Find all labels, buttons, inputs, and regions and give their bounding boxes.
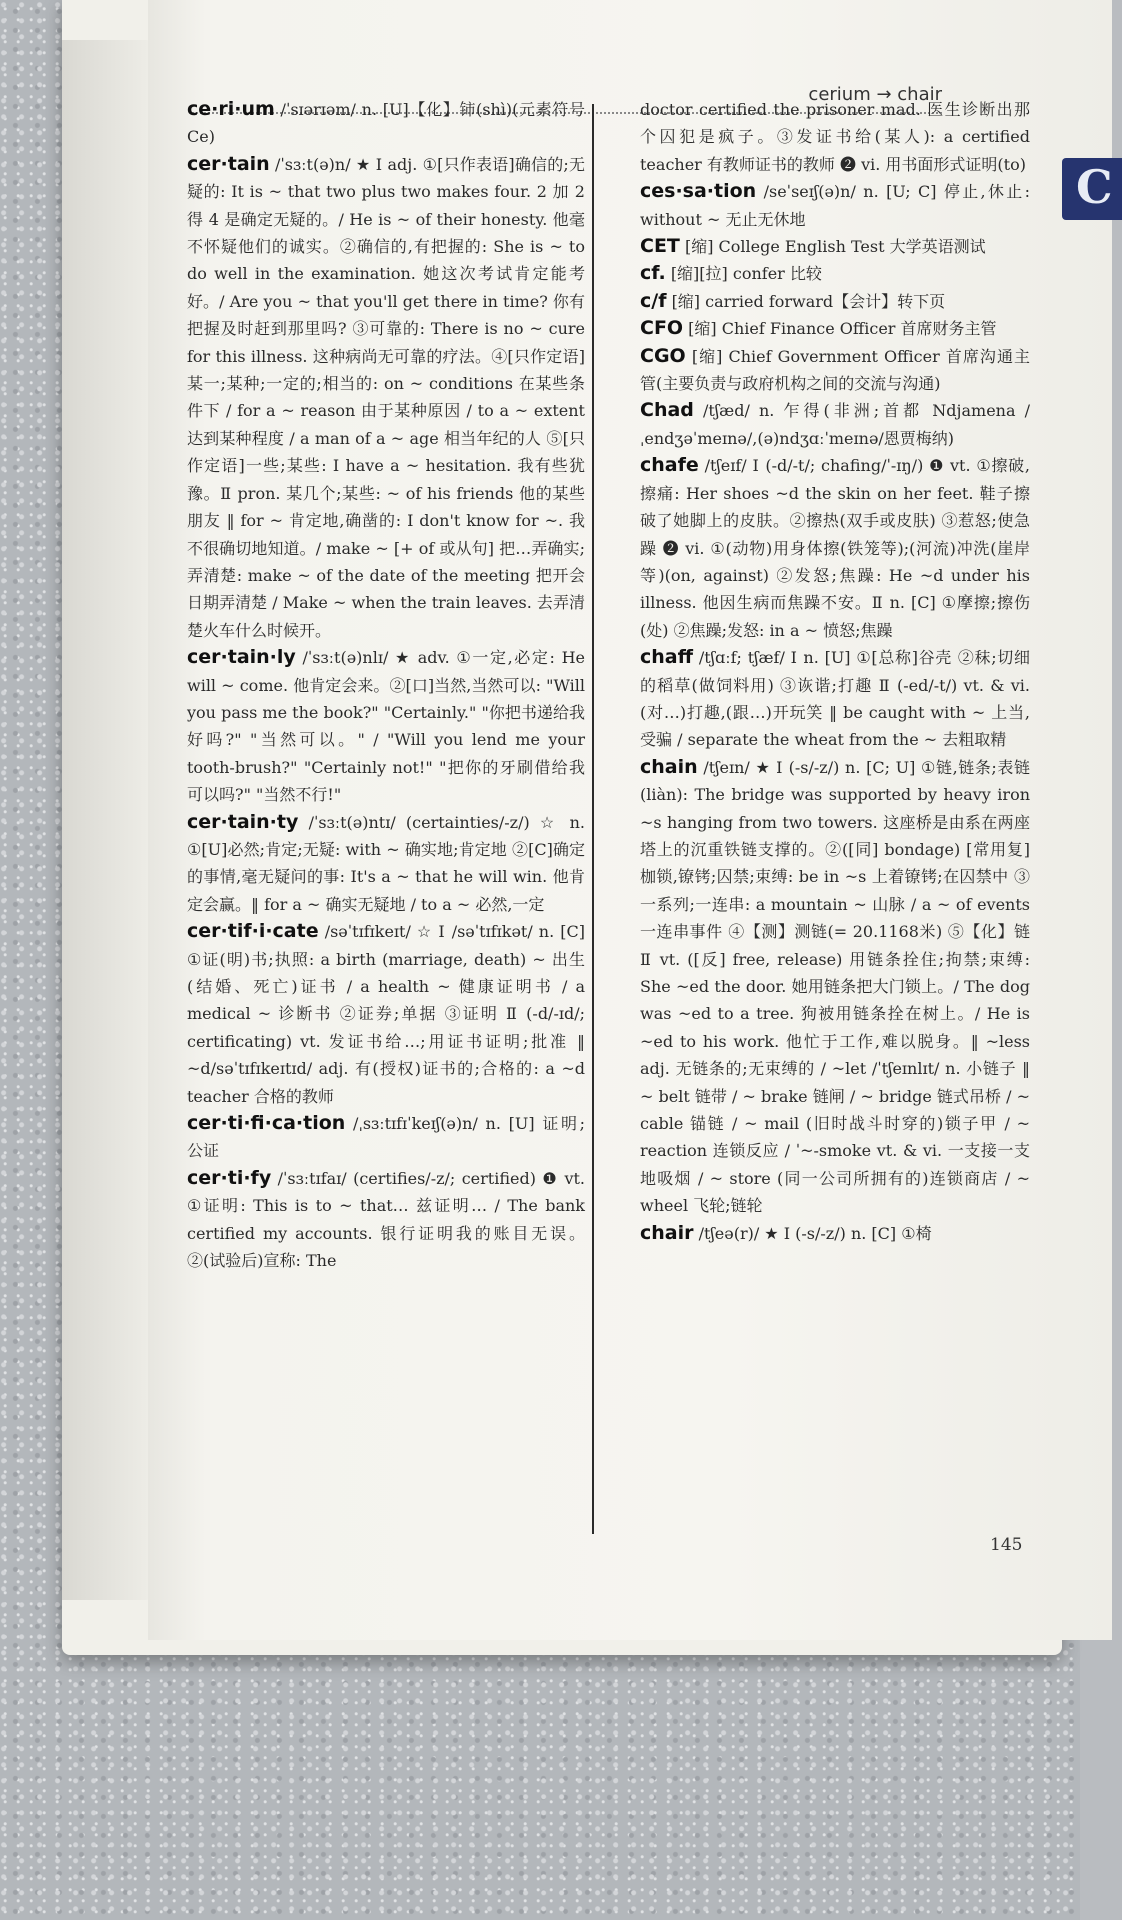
- definition: /tʃæd/ n. 乍得(非洲;首都 Ndjamena /ˌendʒəˈmeɪnə/,(ə)ndʒɑːˈmeɪnə/恩贾梅纳): [640, 401, 1030, 448]
- definition: /tʃeɪn/ ★ Ⅰ (-s/-z/) n. [C; U] ①链,链条;表链(liàn): The bridge was supported by heavy iron ~s hanging from two towers. 这座桥是由系在两座塔上的沉重铁链支撑的。②([同] bondage) [常用复] 枷锁,镣铐;囚禁;束缚: be in ~s 上着镣铐;在囚禁中 ③一系列;一连串: a mountain ~ 山脉 / a ~ of events 一连串事件 ④【测】测链(= 20.1168米) ⑤【化】链 Ⅱ vt. ([反] free, release) 用链条拴住;拘禁;束缚: She ~ed the door. 她用链条把大门锁上。/ The dog was ~ed to a tree. 狗被用链条拴在树上。/ He is ~ed to his work. 他忙于工作,难以脱身。‖ ~less adj. 无链条的;无束缚的 / ~let /ˈtʃeɪnlɪt/ n. 小链子 ‖ ~ belt 链带 / ~ brake 链闸 / ~ bridge 链式吊桥 / ~ cable 锚链 / ~ mail (旧时战斗时穿的)锁子甲 / ~ reaction 连锁反应 / ˈ~-smoke vt. & vi. 一支接一支地吸烟 / ~ store (同一公司所拥有的)连锁商店 / ~ wheel 飞轮;链轮: [640, 757, 1030, 1216]
- definition: /ˌsɜːtɪfɪˈkeɪʃ(ə)n/ n. [U] 证明;公证: [187, 1114, 585, 1161]
- entry: [640, 452, 1030, 644]
- headword: cer·ti·fi·ca·tion: [187, 1112, 346, 1135]
- entry: [187, 644, 585, 808]
- headword: cer·ti·fy: [187, 1166, 272, 1189]
- definition: doctor certified the prisoner mad. 医生诊断出那个囚犯是疯子。③发证书给(某人): a certified teacher 有教师证书的教师 ❷ vi. 用书面形式证明(to): [640, 100, 1030, 174]
- definition: /səˈtɪfɪkeɪt/ ☆ Ⅰ /səˈtɪfɪkət/ n. [C] ①证(明)书;执照: a birth (marriage, death) ~ 出生(结婚、死亡)证书 / a health ~ 健康证明书 / a medical ~ 诊断书 ②证券;单据 ③证明 Ⅱ (-d/-ɪd/; certificating) vt. 发证书给…;用证书证明;批准 ‖ ~d/səˈtɪfɪkeɪtɪd/ adj. 有(授权)证书的;合格的: a ~d teacher 合格的教师: [187, 922, 585, 1106]
- headword: c/f: [640, 289, 667, 312]
- headword: CET: [640, 235, 680, 258]
- headword: cer·tain·ty: [187, 810, 299, 833]
- entry: [187, 1110, 585, 1165]
- definition: [缩] Chief Finance Officer 首席财务主管: [688, 319, 997, 339]
- headword: chair: [640, 1221, 694, 1244]
- entry: [187, 809, 585, 919]
- thumb-index-tab: [1062, 158, 1122, 220]
- headword: chaff: [640, 646, 694, 669]
- definition: /ˈsɜːtɪfaɪ/ (certifies/-z/; certified) ❶ vt. ①证明: This is to ~ that… 兹证明… / The bank certified my accounts. 银行证明我的账目无误。②(试验后)宣称: The: [187, 1168, 586, 1271]
- page-number: 145: [990, 1535, 1023, 1555]
- entry: [187, 918, 585, 1110]
- running-head: cerium → chair: [808, 84, 942, 105]
- headword: ce·ri·um: [187, 98, 275, 120]
- headword: CGO: [640, 344, 686, 367]
- entry: [640, 315, 1030, 342]
- entry: [187, 96, 585, 151]
- headword: chain: [640, 755, 698, 778]
- definition: /ˈsɜːt(ə)ntɪ/ (certainties/-z/) ☆ n. ①[U]必然;肯定;无疑: with ~ 确实地;肯定地 ②[C]确定的事情,毫无疑问的事: It's a ~ that he will win. 他肯定会赢。‖ for a ~ 确实无疑地 / to a ~ 必然,一定: [187, 812, 585, 914]
- definition: /tʃeə(r)/ ★ Ⅰ (-s/-z/) n. [C] ①椅: [698, 1223, 932, 1243]
- definition: /tʃeɪf/ Ⅰ (-d/-t/; chafing/ˈ-ɪŋ/) ❶ vt. ①擦破,擦痛: Her shoes ~d the skin on her feet. 鞋子擦破了她脚上的皮肤。②擦热(双手或皮肤) ③惹怒;使急躁 ❷ vi. ①(动物)用身体擦(铁笼等);(河流)冲洗(崖岸等)(on, against) ②发怒;焦躁: He ~d under his illness. 他因生病而焦躁不安。Ⅱ n. [C] ①摩擦;擦伤(处) ②焦躁;发怒: in a ~ 愤怒;焦躁: [640, 456, 1030, 640]
- headword: cer·tain·ly: [187, 646, 296, 669]
- headword: CFO: [640, 317, 684, 340]
- definition: [缩] Chief Government Officer 首席沟通主管(主要负责与政府机构之间的交流与沟通): [640, 346, 1030, 394]
- definition: /seˈseɪʃ(ə)n/ n. [U; C] 停止,休止: without ~ 无止无休地: [640, 182, 1030, 229]
- headword: ces·sa·tion: [640, 180, 757, 203]
- definition: [缩] College English Test 大学英语测试: [684, 237, 986, 257]
- entry: [640, 343, 1030, 398]
- column-divider: [592, 104, 594, 1534]
- headword: cer·tain: [187, 152, 270, 175]
- entry: [640, 644, 1030, 754]
- headword: Chad: [640, 399, 694, 422]
- dictionary-book: [62, 0, 1113, 1655]
- definition: /ˈsɪərɪəm/ n. [U]【化】铈(shì)(元素符号 Ce): [187, 100, 585, 147]
- headword: cer·tif·i·cate: [187, 920, 319, 943]
- definition: [缩] carried forward【会计】转下页: [671, 291, 946, 311]
- entry: [640, 96, 1030, 178]
- left-page-edge: [62, 40, 152, 1600]
- definition: /tʃɑːf; tʃæf/ Ⅰ n. [U] ①[总称]谷壳 ②秣;切细的稻草(做饲料用) ③诙谐;打趣 Ⅱ (-ed/-t/) vt. & vi. (对…)打趣,(跟…)开玩笑 ‖ be caught with ~ 上当,受骗 / separate the wheat from the ~ 去粗取精: [640, 648, 1030, 750]
- entry: [640, 754, 1030, 1220]
- entry: [640, 397, 1030, 452]
- entry: [640, 288, 1030, 315]
- entry: [640, 1220, 1030, 1247]
- headword: cf.: [640, 262, 666, 285]
- entry: [187, 151, 585, 644]
- headword: chafe: [640, 454, 699, 477]
- entry: [640, 260, 1030, 287]
- definition: /ˈsɜːt(ə)nlɪ/ ★ adv. ①一定,必定: He will ~ come. 他肯定会来。②[口]当然,当然可以: "Will you pass me the book?" "Certainly." "你把书递给我好吗?" "当然可以。" / "Will you lend me your tooth-brush?" "Certainly not!" "把你的牙刷借给我可以吗?" "当然不行!": [187, 648, 585, 805]
- definition: /ˈsɜːt(ə)n/ ★ Ⅰ adj. ①[只作表语]确信的;无疑的: It is ~ that two plus two makes four. 2 加 2 得 4 是确定无疑的。/ He is ~ of their honesty. 他毫不怀疑他们的诚实。②确信的,有把握的: She is ~ to do well in the examination. 她这次考试肯定能考好。/ Are you ~ that you'll get there in time? 你有把握及时赶到那里吗? ③可靠的: There is no ~ cure for this illness. 这种病尚无可靠的疗法。④[只作定语]某一;某种;一定的;相当的: on ~ conditions 在某些条件下 / for a ~ reason 由于某种原因 / to a ~ extent 达到某种程度 / a man of a ~ age 相当年纪的人 ⑤[只作定语]一些;某些: I have a ~ hesitation. 我有些犹豫。Ⅱ pron. 某几个;某些: ~ of his friends 他的某些朋友 ‖ for ~ 肯定地,确凿的: I don't know for ~. 我不很确切地知道。/ make ~ [+ of 或从句] 把…弄确实;弄清楚: make ~ of the date of the meeting 把开会日期弄清楚 / Make ~ when the train leaves. 去弄清楚火车什么时候开。: [187, 154, 585, 640]
- entry: [640, 178, 1030, 233]
- entry: [187, 1165, 585, 1275]
- entry: [640, 233, 1030, 260]
- definition: [缩][拉] confer 比较: [670, 264, 822, 284]
- left-column: [187, 96, 585, 1274]
- section-letter: C: [1076, 160, 1113, 214]
- right-column: [640, 96, 1030, 1247]
